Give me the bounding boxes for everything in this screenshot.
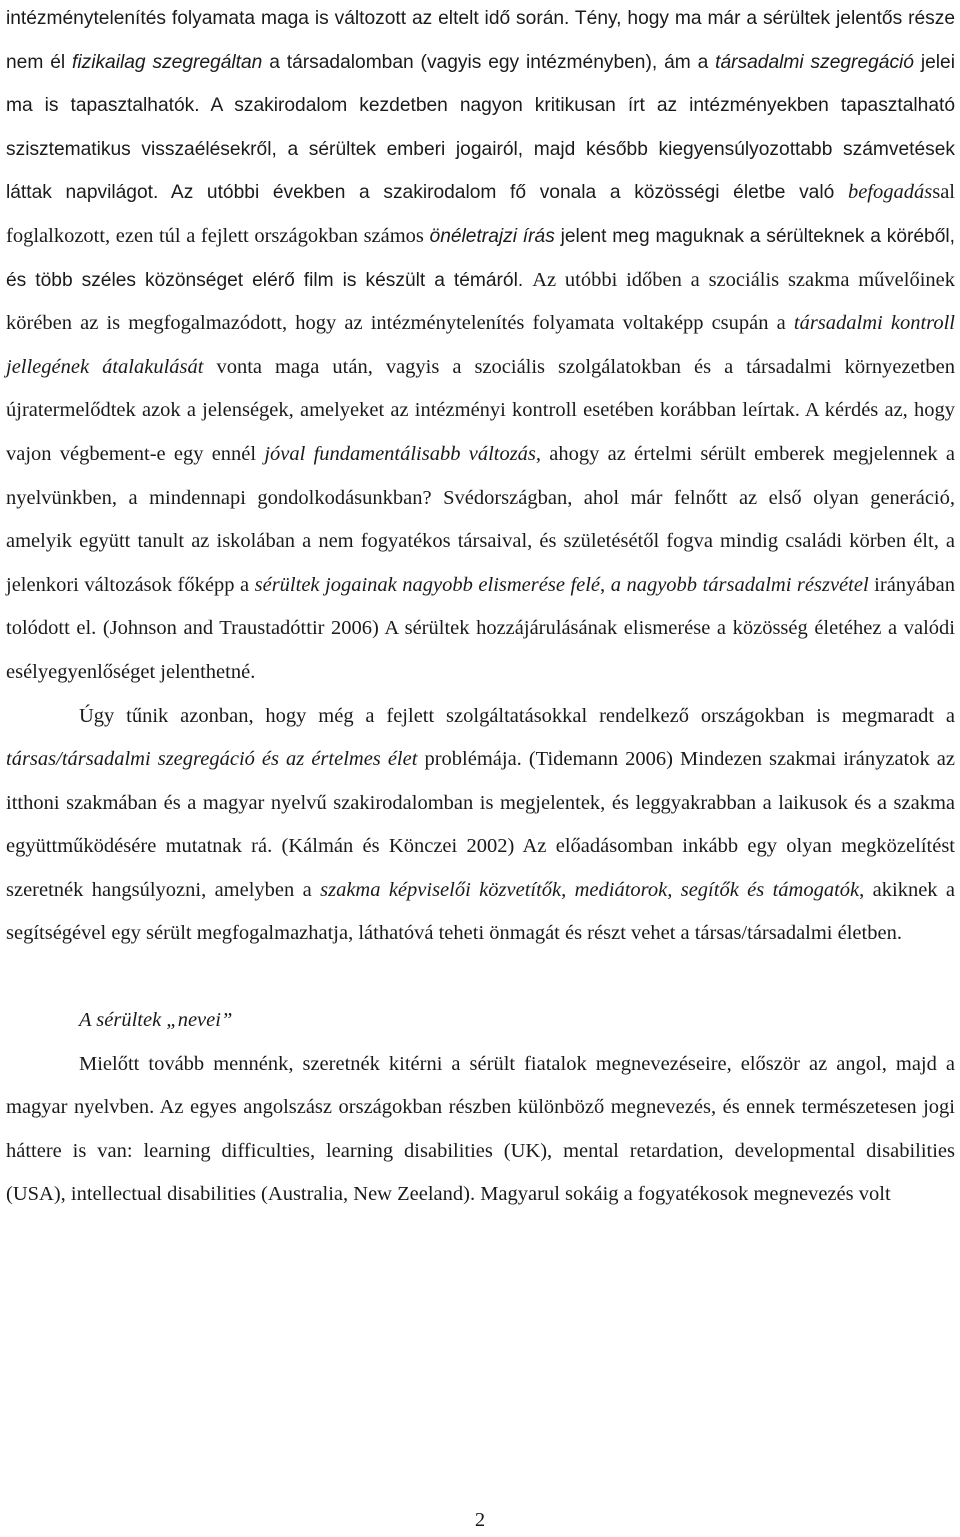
italic-run: a nagyobb társadalmi részvétel [610,573,869,596]
section-heading: A sérültek „nevei” [79,1009,233,1032]
body-paragraph-1 [6,0,955,695]
text-run: Az utóbbi időben a szociális szakma művelőinek körében az is megfogalmazódott, hogy az intézménytelenítés folyamata voltaképp csupán a [6,268,955,335]
text-run: jelei ma is tapasztalhatók. A szakirodalom kezdetben nagyon kritikusan írt az intézményekben tapasztalható szisztematikus visszaélésekről, a sérültek emberi jogairól, majd később kiegyensúlyozottabb számvetések láttak napvilágot. Az utóbbi években a szakirodalom fő vonala a közösségi életbe való [6,51,955,204]
text-run: , akiknek a segítségével egy sérült megfogalmazhatja, láthatóvá teheti önmagát és részt vehet a társas/társadalmi életben. [6,878,956,945]
text-run: problémája. (Tidemann 2006) Mindezen szakmai irányzatok az itthoni szakmában és a magyar nyelvű szakirodalomban is megjelentek, és leggyakrabban a laikusok és a szakma együttműködésére mutatnak rá. (Kálmán és Könczei 2002) Az előadásomban inkább egy olyan megközelítést szeretnék hangsúlyozni, amelyben a [6,748,955,901]
text-run: sal foglalkozott, ezen túl a fejlett országokban számos [6,181,955,247]
italic-run: fizikailag szegregáltan [72,51,263,73]
body-paragraph-3: Mielőtt tovább mennénk, szeretnék kitérni a sérült fiatalok megnevezéseire, először az angol, majd a magyar nyelvben. Az egyes angolszász országokban részben különböző megnevezés, és ennek természetesen jogi háttere is van: learning difficulties, learning disabilities (UK), mental retardation, developmental disabilities (USA), intellectual disabilities (Australia, New Zeeland). Magyarul sokáig a fogyatékosok megnevezés volt [6,1052,955,1206]
italic-run: önéletrajzi írás [429,225,555,247]
italic-run: befogadás [847,181,933,204]
text-run: intézménytelenítés folyamata maga is változott az eltelt idő során. Tény, hogy ma már a sérültek jelentős része nem él [6,8,955,73]
italic-run: társas/társadalmi szegregáció és az értelmes élet [6,748,418,771]
text-run: , [600,573,611,596]
italic-run: társadalmi szegregáció [715,51,914,73]
text-run: jelent meg maguknak a sérülteknek a köréből, és több széles közönséget elérő film is készült a témáról. [6,225,955,291]
document-page [6,0,955,1537]
text-run: irányában tolódott el. (Johnson and Traustadóttir 2006) A sérültek hozzájárulásának elismerése a közösség életéhez a valódi esélyegyenlőséget jelenthetné. [6,573,955,683]
text-run: a társadalomban (vagyis egy intézményben), ám a [262,51,716,73]
italic-run: sérültek jogainak nagyobb elismerése felé [254,573,601,596]
page-number: 2 [474,1509,486,1531]
italic-run: jóval fundamentálisabb változás [264,442,536,465]
italic-run: társadalmi kontroll jellegének átalakulását [6,312,956,378]
italic-run: szakma képviselői közvetítők, mediátorok, segítők és támogatók [320,878,860,901]
text-run: , ahogy az értelmi sérült emberek megjelennek a nyelvünkben, a mindennapi gondolkodásunkban? Svédországban, ahol már felnőtt az első olyan generáció, amelyik együtt tanult az iskolában a nem fogyatékos társaival, és születésétől fogva mindig családi körben élt, a jelenkori változások főképp a [6,442,955,596]
text-run: Úgy tűnik azonban, hogy még a fejlett szolgáltatásokkal rendelkező országokban is megmaradt a [79,704,955,727]
text-run: vonta maga után, vagyis a szociális szolgálatokban és a társadalmi környezetben újratermelődtek azok a jelenségek, amelyeket az intézményi kontroll esetében korábban leírtak. A kérdés az, hogy vajon végbement-e egy ennél [6,355,955,465]
body-paragraph-2 [6,695,955,957]
